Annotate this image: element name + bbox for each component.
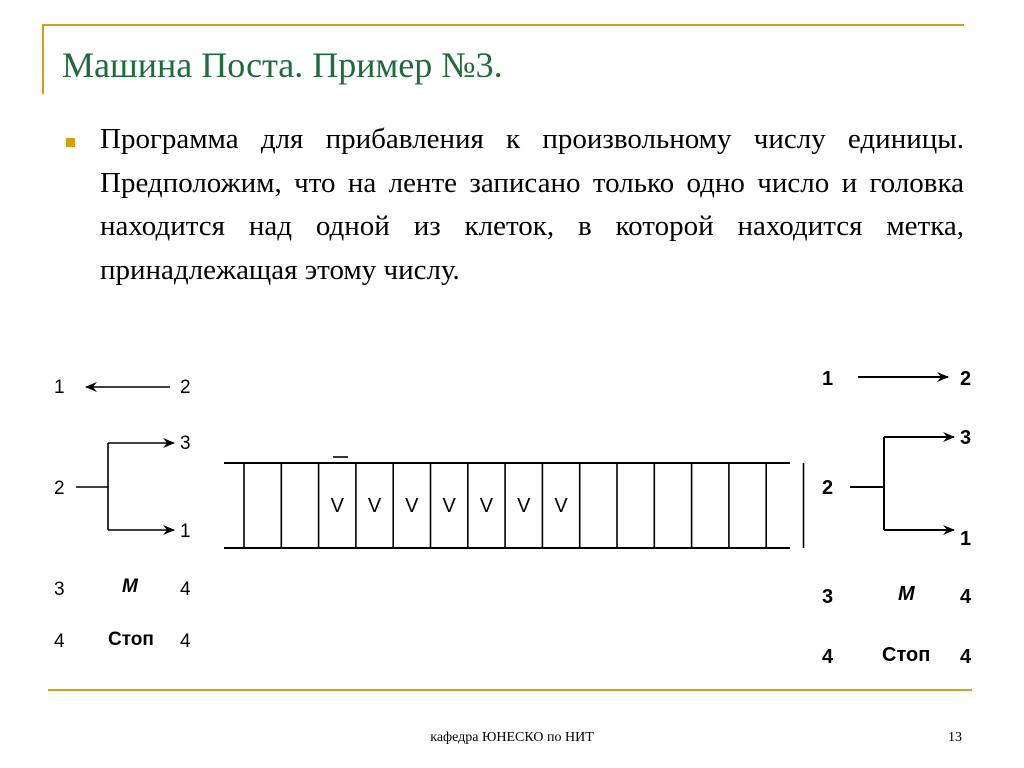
right-row4-cmd: Стоп bbox=[882, 644, 931, 666]
right-program bbox=[822, 368, 972, 668]
right-row3-num: 3 bbox=[822, 586, 834, 608]
left-row4-num: 4 bbox=[54, 631, 65, 652]
left-row2-num: 2 bbox=[54, 478, 65, 499]
tape-cell-mark: V bbox=[442, 495, 456, 517]
tape-cell-mark: V bbox=[517, 495, 531, 517]
left-row4-next: 4 bbox=[180, 631, 191, 652]
right-row4-num: 4 bbox=[822, 646, 834, 668]
tape-cell-mark: V bbox=[367, 495, 382, 517]
left-row2-down: 1 bbox=[180, 521, 191, 542]
right-row2-num: 2 bbox=[822, 477, 834, 499]
right-row1-from: 1 bbox=[822, 368, 834, 390]
left-program bbox=[54, 377, 191, 652]
right-row3-next: 4 bbox=[960, 586, 972, 608]
left-row3-next: 4 bbox=[180, 579, 191, 600]
tape-cell-mark: V bbox=[330, 495, 344, 517]
right-row4-next: 4 bbox=[960, 646, 972, 668]
left-row4-cmd: Стоп bbox=[108, 629, 154, 650]
left-row3-cmd: M bbox=[122, 576, 138, 597]
tape-cell-mark: V bbox=[554, 495, 568, 517]
right-row1-to: 2 bbox=[960, 368, 972, 390]
left-row3-num: 3 bbox=[54, 579, 65, 600]
footer-divider bbox=[48, 689, 972, 691]
tape-cell-mark: V bbox=[405, 495, 419, 517]
right-row3-cmd: M bbox=[898, 583, 915, 605]
tape bbox=[224, 457, 804, 548]
slide-title: Машина Поста. Пример №3. bbox=[62, 45, 503, 85]
bullet-text: Программа для прибавления к произвольному числу единицы. Предположим, что на ленте записано только одно число и головка находится над одной из клеток, в которой находится метка, принадлежащая этому числу. bbox=[100, 123, 964, 286]
right-row2-down: 1 bbox=[960, 528, 972, 550]
tape-cell-mark: V bbox=[479, 495, 494, 517]
footer-label: кафедра ЮНЕСКО по НИТ bbox=[430, 730, 594, 745]
right-row2-up: 3 bbox=[960, 427, 972, 449]
page-number: 13 bbox=[948, 730, 962, 745]
left-row1-to: 2 bbox=[180, 377, 191, 398]
left-row2-up: 3 bbox=[180, 433, 191, 454]
left-row1-from: 1 bbox=[54, 377, 65, 398]
